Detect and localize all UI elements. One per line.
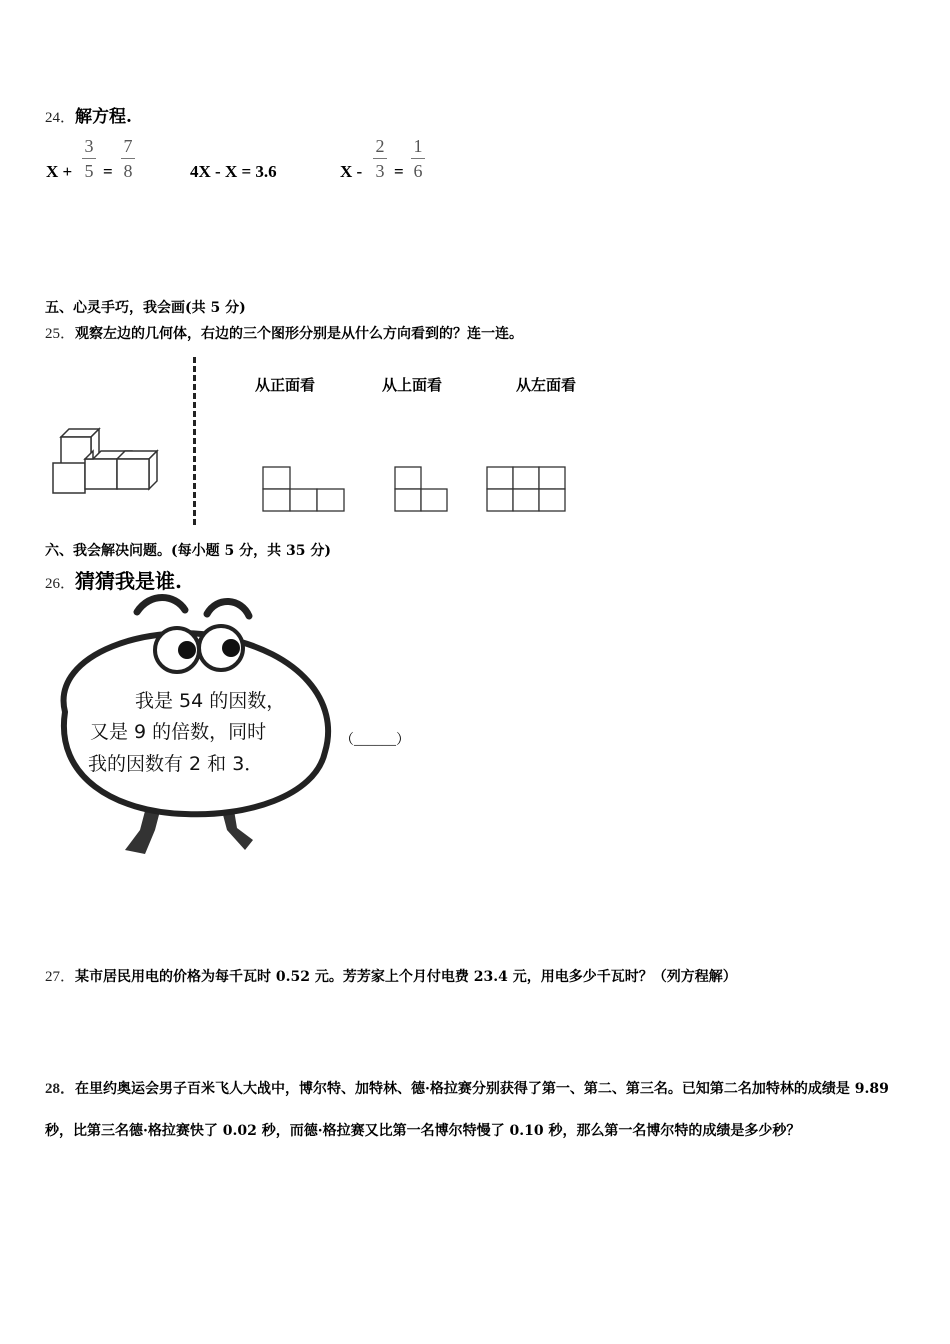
question-number: 27． (45, 969, 76, 985)
dashed-divider (193, 357, 196, 525)
question-number: 24． (45, 110, 76, 126)
question-text: 观察左边的几何体，右边的三个图形分别是从什么方向看到的？连一连。 (75, 326, 524, 342)
answer-blank[interactable]: （______） (340, 733, 410, 748)
cube-solid-figure (45, 420, 175, 500)
question-text: 在里约奥运会男子百米飞人大战中，博尔特、加特林、德·格拉赛分别获得了第一、第二、第三名。已知第二名加特林的成绩是 9.89 秒，比第三名德·格拉赛快了 0.02 秒，而德·格拉赛又比第一名博尔特慢了 0.10 秒，那么第一名博尔特的成绩是多少秒？ (45, 1081, 889, 1139)
view-figure-2 (394, 466, 450, 514)
view-label-front: 从正面看 (255, 376, 316, 394)
question-number: 28． (45, 1081, 76, 1097)
equals-sign: = (394, 162, 404, 181)
question-title: 解方程. (75, 107, 132, 127)
view-figure-3 (486, 466, 568, 514)
cloud-line-1: 我是 54 的因数， (135, 690, 286, 712)
question-26-heading (45, 565, 182, 594)
equation-lhs: X + (46, 162, 73, 181)
fraction (82, 136, 96, 181)
denominator: 3 (375, 161, 385, 181)
question-25-heading (45, 322, 523, 343)
section-5-title: 五、心灵手巧，我会画(共 5 分) (45, 300, 246, 316)
question-number: 26． (45, 576, 76, 592)
numerator: 1 (413, 136, 423, 156)
equation-2: 4X - X = 3.6 (190, 162, 277, 181)
section-6-title: 六、我会解决问题。(每小题 5 分，共 35 分) (45, 543, 331, 559)
fraction (373, 136, 387, 181)
cloud-line-3: 我的因数有 2 和 3． (88, 753, 264, 775)
fraction (411, 136, 425, 181)
equals-sign: = (103, 162, 113, 181)
question-title: 猜猜我是谁. (75, 569, 182, 593)
denominator: 5 (84, 161, 94, 181)
view-label-left: 从左面看 (516, 376, 577, 394)
numerator: 3 (84, 136, 94, 156)
cloud-line-2: 又是 9 的倍数，同时 (90, 721, 267, 743)
denominator: 8 (123, 161, 133, 181)
view-label-top: 从上面看 (382, 376, 443, 394)
view-figure-1 (262, 466, 346, 514)
question-27 (45, 965, 737, 986)
question-number: 25． (45, 326, 76, 342)
denominator: 6 (413, 161, 423, 181)
question-text: 某市居民用电的价格为每千瓦时 0.52 元。芳芳家上个月付电费 23.4 元，用电多少千瓦时？（列方程解） (75, 969, 737, 985)
question-28 (45, 1068, 905, 1152)
question-24-heading (45, 102, 132, 127)
equation-lhs: X - (340, 162, 363, 181)
fraction (121, 136, 135, 181)
numerator: 2 (375, 136, 385, 156)
numerator: 7 (123, 136, 133, 156)
